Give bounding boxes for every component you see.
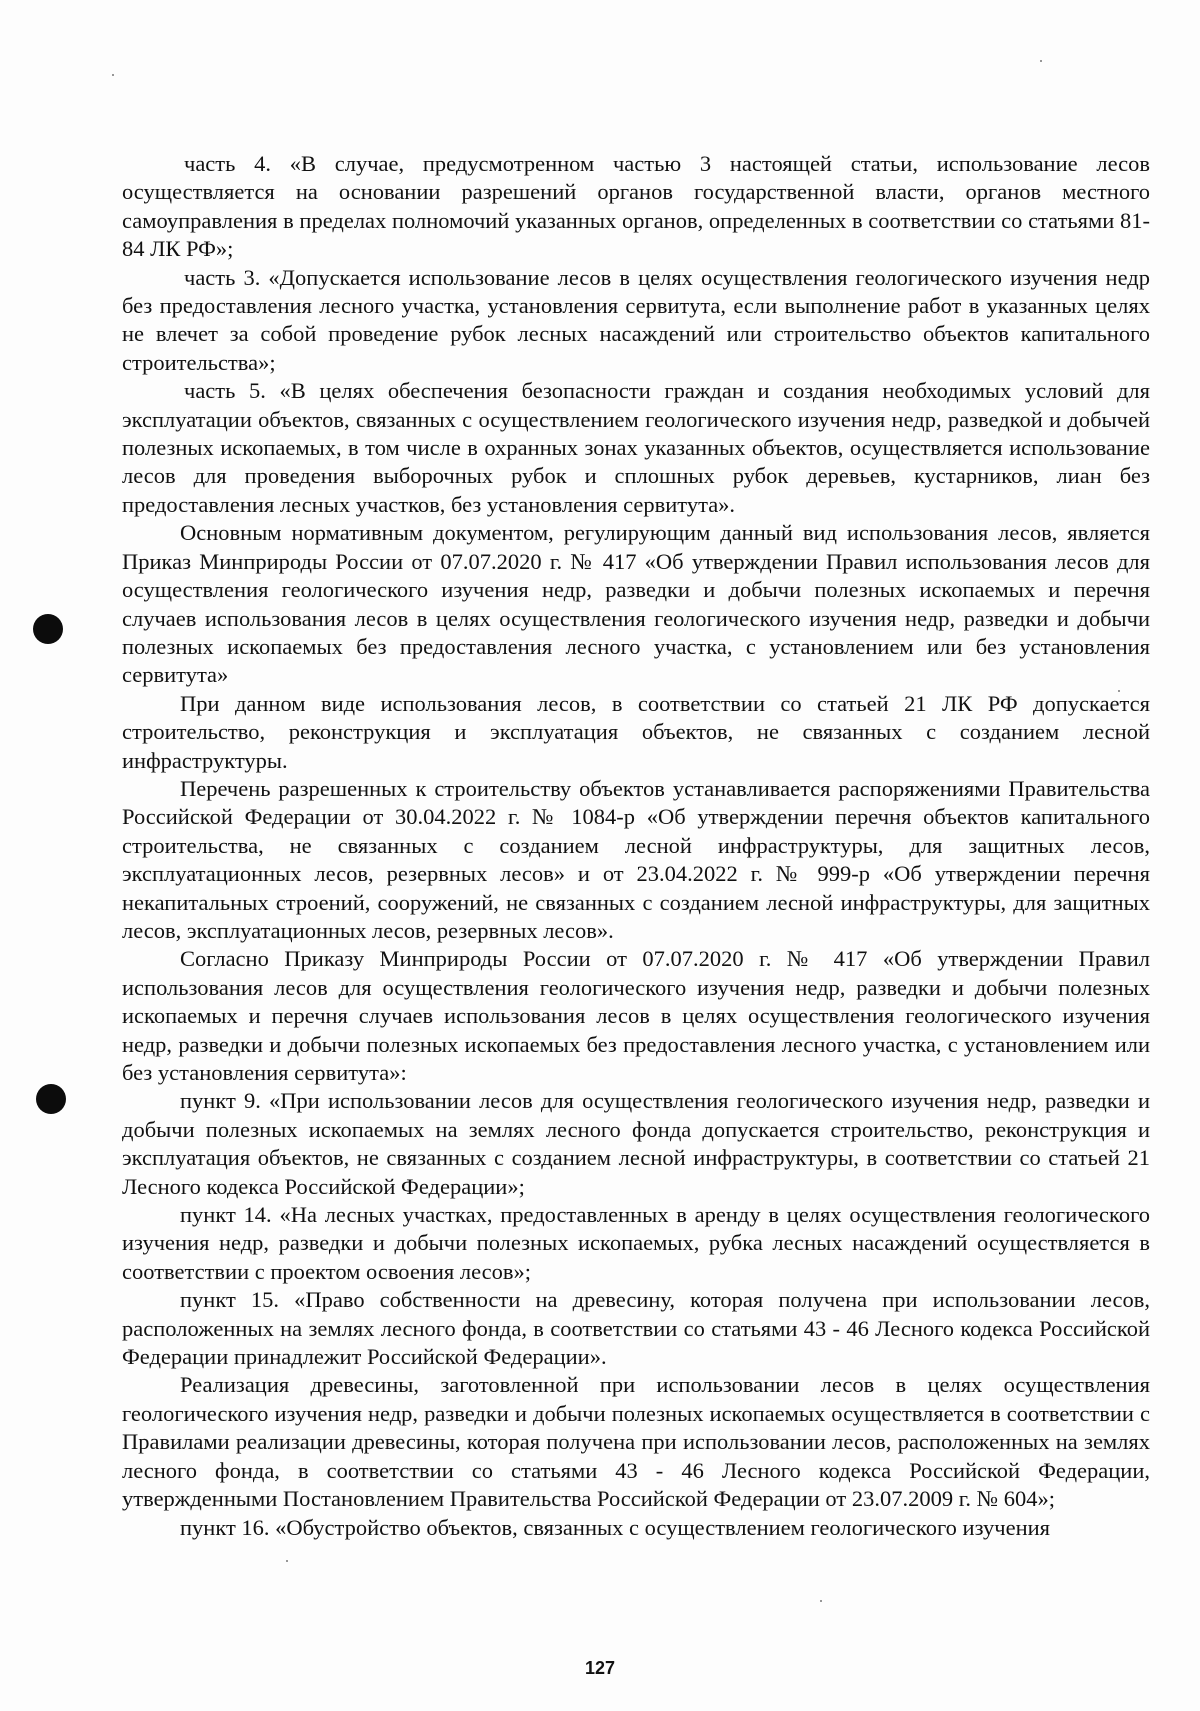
punch-hole-mark — [36, 1084, 66, 1114]
paragraph: При данном виде использования лесов, в соответствии со статьей 21 ЛК РФ допускается строительство, реконструкция и эксплуатация объектов, не связанных с созданием лесной инфраструктуры. — [122, 690, 1150, 773]
scan-speck — [1040, 60, 1042, 62]
page-number: 127 — [584, 1658, 616, 1678]
paragraph: Основным нормативным документом, регулирующим данный вид использования лесов, является Приказ Минприроды России от 07.07.2020 г. № 417 «Об утверждении Правил использования лесов для осуществления геологического изучения недр, разведки и добычи полезных ископаемых и перечня случаев использования лесов в целях осуществления геологического изучения недр, разведки и добычи полезных ископаемых без предоставления лесного участка, с установлением или без установления сервитута» — [122, 520, 1150, 688]
paragraph: пункт 16. «Обустройство объектов, связанных с осуществлением геологического изучения — [180, 1514, 1050, 1540]
scan-speck — [112, 74, 114, 76]
punch-hole-mark — [33, 614, 63, 644]
paragraph: пункт 15. «Право собственности на древесину, которая получена при использовании лесов, расположенных на землях лесного фонда, в соответствии со статьями 43 - 46 Лесного кодекса Российской Федерации принадлежит Российской Федерации». — [122, 1287, 1150, 1370]
document-body — [122, 150, 1150, 1542]
paragraph: часть 4. «В случае, предусмотренном частью 3 настоящей статьи, использование лесов осуществляется на основании разрешений органов государственной власти, органов местного самоуправления в пределах полномочий указанных органов, определенных в соответствии со статьями 81-84 ЛК РФ»; — [122, 151, 1150, 262]
paragraph: Согласно Приказу Минприроды России от 07.07.2020 г. № 417 «Об утверждении Правил использования лесов для осуществления геологического изучения недр, разведки и добычи полезных ископаемых и перечня случаев использования лесов в целях осуществления геологического изучения недр, разведки и добычи полезных ископаемых без предоставления лесного участка, с установлением или без установления сервитута»: — [122, 946, 1150, 1085]
paragraph: Перечень разрешенных к строительству объектов устанавливается распоряжениями Правительства Российской Федерации от 30.04.2022 г. № 1084-р «Об утверждении перечня объектов капитального строительства, не связанных с созданием лесной инфраструктуры, для защитных лесов, эксплуатационных лесов, резервных лесов» и от 23.04.2022 г. № 999-р «Об утверждении перечня некапитальных строений, сооружений, не связанных с созданием лесной инфраструктуры, для защитных лесов, эксплуатационных лесов, резервных лесов». — [122, 775, 1150, 943]
paragraph: пункт 9. «При использовании лесов для осуществления геологического изучения недр, разведки и добычи полезных ископаемых на землях лесного фонда допускается строительство, реконструкция и эксплуатация объектов, не связанных с созданием лесной инфраструктуры, в соответствии со статьей 21 Лесного кодекса Российской Федерации»; — [122, 1088, 1150, 1199]
paragraph: часть 3. «Допускается использование лесов в целях осуществления геологического изучения недр без предоставления лесного участка, установления сервитута, если выполнение работ в указанных целях не влечет за собой проведение рубок лесных насаждений или строительство объектов капитального строительства»; — [122, 264, 1150, 375]
paragraph: Реализация древесины, заготовленной при использовании лесов в целях осуществления геологического изучения недр, разведки и добычи полезных ископаемых осуществляется в соответствии с Правилами реализации древесины, которая получена при использовании лесов, расположенных на землях лесного фонда, в соответствии со статьями 43 - 46 Лесного кодекса Российской Федерации, утвержденными Постановлением Правительства Российской Федерации от 23.07.2009 г. № 604»; — [122, 1372, 1150, 1512]
paragraph: часть 5. «В целях обеспечения безопасности граждан и создания необходимых условий для эксплуатации объектов, связанных с осуществлением геологического изучения недр, разведкой и добычей полезных ископаемых, в том числе в охранных зонах указанных объектов, осуществляется использование лесов для проведения выборочных рубок и сплошных рубок деревьев, кустарников, лиан без предоставления лесных участков, без установления сервитута». — [122, 378, 1150, 517]
scan-speck — [286, 1560, 288, 1562]
scan-speck — [820, 1600, 822, 1602]
paragraph: пункт 14. «На лесных участках, предоставленных в аренду в целях осуществления геологического изучения недр, разведки и добычи полезных ископаемых, рубка лесных насаждений осуществляется в соответствии с проектом освоения лесов»; — [122, 1202, 1150, 1284]
